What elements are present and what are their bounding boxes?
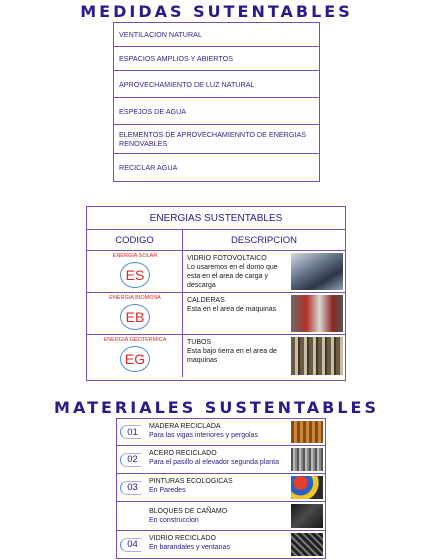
desc-text — [183, 335, 289, 377]
material-title: PINTURAS ECOLOGICAS — [149, 478, 233, 485]
material-text — [145, 419, 289, 445]
photo-glass — [291, 533, 323, 556]
materiales-table — [116, 418, 326, 559]
material-row — [117, 502, 325, 531]
material-text — [145, 531, 289, 558]
photo-paint — [291, 476, 323, 499]
code-cell — [87, 335, 183, 377]
medidas-item: ELEMENTOS DE APROVECHAMIENNTO DE ENERGIAS RENOVABLES — [114, 125, 319, 154]
material-title: ACERO RECICLADO — [149, 450, 217, 457]
energia-row — [87, 335, 345, 377]
energy-label: ENERGIA BIOMOSA — [109, 295, 161, 301]
code-badge: EB — [120, 304, 150, 330]
photo-solar-glass-roof — [291, 253, 343, 290]
material-sub: Para el pasillo al elevador segunda planta — [149, 459, 279, 466]
desc-title: CALDERAS — [187, 297, 225, 304]
material-title: BLOQUES DE CAÑAMO — [149, 508, 228, 515]
code-cell — [87, 251, 183, 292]
code-badge: EG — [120, 346, 150, 372]
number-badge: 02 — [120, 453, 142, 467]
materiales-title: MATERIALES SUSTENTABLES — [54, 398, 379, 417]
number-badge: 01 — [120, 425, 142, 439]
medidas-title: MEDIDAS SUTENTABLES — [80, 2, 353, 21]
medidas-table — [113, 22, 320, 182]
material-sub: En Paredes — [149, 487, 186, 494]
num-cell — [117, 502, 145, 530]
material-sub: Para las vigas interiores y pergolas — [149, 432, 258, 439]
medidas-item: ESPEJOS DE AGUA — [114, 98, 319, 125]
material-sub: En construccion — [149, 517, 199, 524]
photo-pipes — [291, 337, 343, 375]
num-cell — [117, 446, 145, 473]
desc-body: Lo usaremos en el domo que esta en el area de carga y descarga — [187, 264, 278, 289]
material-sub: En barandales y ventanas — [149, 544, 230, 551]
desc-body: Esta bajo tierra en el area de maquinas — [187, 348, 277, 364]
energy-label: ENERGIA SOLAR — [112, 253, 158, 259]
desc-text — [183, 293, 289, 334]
code-badge: ES — [120, 262, 150, 288]
desc-cell — [183, 293, 345, 334]
energia-row — [87, 251, 345, 293]
num-cell — [117, 474, 145, 501]
num-cell — [117, 531, 145, 558]
material-title: VIDRIO RECICLADO — [149, 535, 216, 542]
desc-title: VIDRIO FOTOVOLTAICO — [187, 255, 267, 262]
col-codigo: CODIGO — [87, 230, 183, 250]
desc-body: Esta en el area de maquinas — [187, 306, 277, 313]
photo-boilers — [291, 295, 343, 332]
material-row — [117, 446, 325, 474]
energias-table — [86, 206, 346, 381]
energia-row — [87, 293, 345, 335]
photo-hemp-block — [291, 504, 323, 528]
material-row — [117, 419, 325, 446]
photo-wood — [291, 421, 323, 443]
desc-cell — [183, 335, 345, 377]
energias-title: ENERGIAS SUSTENTABLES — [87, 207, 345, 230]
material-text — [145, 474, 289, 501]
number-badge: 03 — [120, 481, 142, 495]
material-row — [117, 474, 325, 502]
material-text — [145, 502, 289, 530]
desc-text — [183, 251, 289, 292]
energy-label: ENERGIA GEOTERMICA — [103, 337, 167, 343]
material-row — [117, 531, 325, 558]
medidas-item: VENTILACION NATURAL — [114, 23, 319, 47]
photo-steel — [291, 448, 323, 471]
medidas-item: APROVECHAMIENTO DE LUZ NATURAL — [114, 71, 319, 98]
code-cell — [87, 293, 183, 334]
energias-header-row — [87, 230, 345, 251]
medidas-item: ESPACIOS AMPLIOS Y ABIERTOS — [114, 47, 319, 71]
col-descripcion: DESCRIPCION — [231, 234, 297, 246]
num-cell — [117, 419, 145, 445]
material-title: MADERA RECICLADA — [149, 423, 221, 430]
material-text — [145, 446, 289, 473]
desc-title: TUBOS — [187, 339, 212, 346]
medidas-item: RECICLAR AGUA — [119, 163, 178, 172]
desc-cell — [183, 251, 345, 292]
number-badge: 04 — [120, 538, 142, 552]
